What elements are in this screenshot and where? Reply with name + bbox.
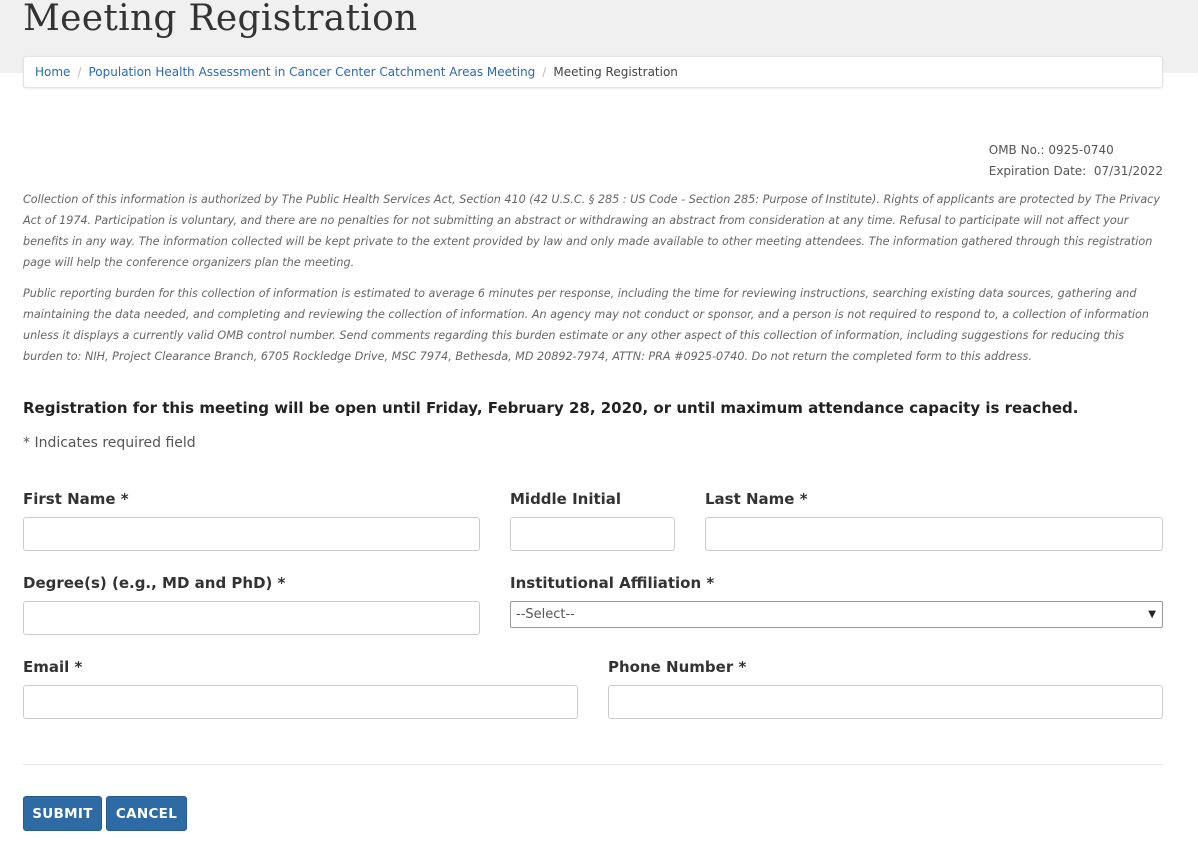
omb-info [989, 140, 1163, 182]
breadcrumb [23, 56, 1163, 88]
breadcrumb-separator: / [77, 65, 82, 79]
breadcrumb-meeting-link[interactable]: Population Health Assessment in Cancer Center Catchment Areas Meeting [88, 65, 536, 79]
degrees-field[interactable] [23, 601, 480, 635]
phone-field[interactable] [608, 685, 1163, 719]
form-divider [23, 764, 1163, 765]
cancel-button[interactable]: CANCEL [106, 796, 187, 831]
authorization-notice: Collection of this information is authorized by The Public Health Services Act, Section 410 (42 U.S.C. § 285 : US Code - Section 285: Purpose of Institute). Rights of applicants are protected by The Privacy Act of 1974. Participation is voluntary, and there are no penalties for not submitting an abstract or withdrawing an abstract from consideration at any time. Refusal to participate will not affect your benefits in any way. The information collected will be kept private to the extent provided by law and only made available to other meeting attendees. The information gathered through this registration page will help the conference organizers plan the meeting. [23, 193, 1160, 269]
last-name-label: Last Name * [705, 490, 808, 508]
omb-number: OMB No.: 0925-0740 [988, 143, 1114, 157]
breadcrumb-current: Meeting Registration [553, 65, 678, 79]
submit-button[interactable]: SUBMIT [23, 796, 102, 831]
last-name-field[interactable] [705, 517, 1163, 551]
email-label: Email * [23, 658, 83, 676]
required-field-note: * Indicates required field [23, 435, 196, 451]
phone-label: Phone Number * [608, 658, 747, 676]
middle-initial-label: Middle Initial [510, 490, 622, 508]
breadcrumb-home-link[interactable]: Home [35, 65, 71, 79]
omb-expiration: Expiration Date: 07/31/2022 [988, 164, 1163, 178]
first-name-field[interactable] [23, 517, 480, 551]
middle-initial-field[interactable] [510, 517, 675, 551]
affiliation-selected-value: --Select-- [516, 607, 575, 622]
page-title: Meeting Registration [23, 0, 418, 39]
registration-deadline: Registration for this meeting will be open until Friday, February 28, 2020, or until maximum attendance capacity is reached. [23, 399, 1079, 417]
email-field[interactable] [23, 685, 578, 719]
affiliation-label: Institutional Affiliation * [510, 574, 715, 592]
first-name-label: First Name * [23, 490, 129, 508]
breadcrumb-separator: / [542, 65, 547, 79]
degrees-label: Degree(s) (e.g., MD and PhD) * [23, 574, 286, 592]
burden-notice: Public reporting burden for this collection of information is estimated to average 6 minutes per response, including the time for reviewing instructions, searching existing data sources, gathering and maintaining the data needed, and completing and reviewing the collection of information. An agency may not conduct or sponsor, and a person is not required to respond to, a collection of information unless it displays a currently valid OMB control number. Send comments regarding this burden estimate or any other aspect of this collection of information, including suggestions for reducing this burden to: NIH, Project Clearance Branch, 6705 Rockledge Drive, MSC 7974, Bethesda, MD 20892-7974, ATTN: PRA #0925-0740. Do not return the completed form to this address. [23, 287, 1149, 363]
triangle-down-icon: ▼ [1148, 609, 1156, 620]
affiliation-select[interactable] [510, 601, 1163, 628]
